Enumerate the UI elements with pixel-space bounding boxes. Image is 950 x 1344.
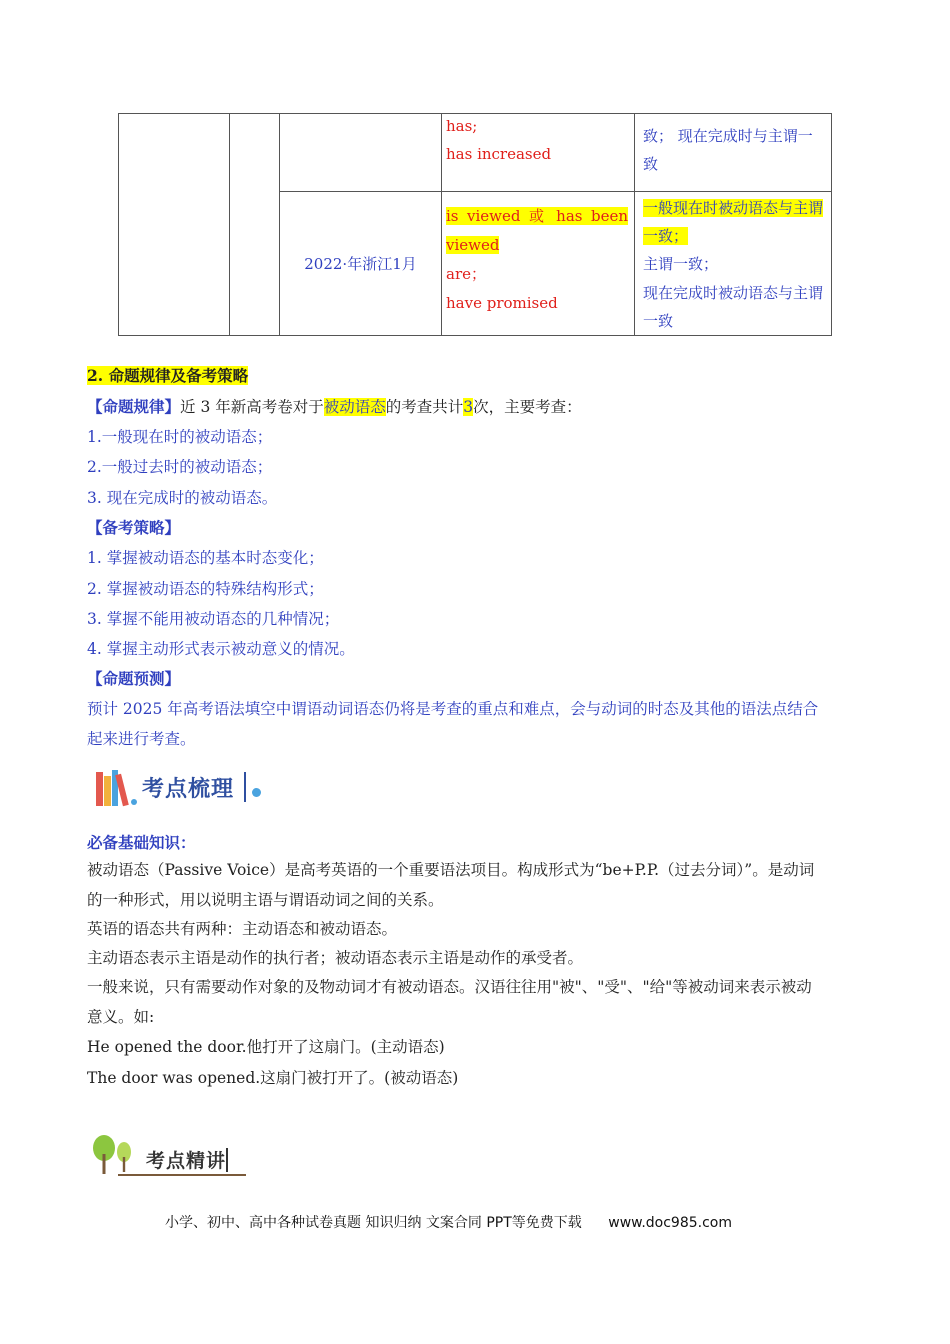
strategy-item: 1. 掌握被动语态的基本时态变化；: [87, 549, 324, 567]
strategy-item: 3. 掌握不能用被动语态的几种情况；: [87, 610, 340, 628]
highlighted-analysis: 一般现在时被动语态与主谓一致；: [643, 199, 824, 245]
books-icon: [94, 768, 138, 810]
table-cell-exam: [280, 192, 442, 336]
footer-text: 小学、初中、高中各种试卷真题 知识归纳 文案合同 PPT等免费下载: [165, 1215, 582, 1231]
dot-icon: [252, 788, 261, 797]
table-cell-answers-1: [442, 114, 635, 192]
basics-line: 英语的语态共有两种：主动语态和被动语态。: [87, 920, 398, 938]
basics-line: The door was opened.这扇门被打开了。(被动语态): [87, 1069, 459, 1087]
strategy-item: 2. 掌握被动语态的特殊结构形式；: [87, 580, 324, 598]
banner-title: 考点精讲: [146, 1150, 227, 1172]
basics-line: 一般来说，只有需要动作对象的及物动词才有被动语态。汉语往往用"被"、"受"、"给"等被动词来表示被动: [87, 978, 812, 996]
rule-paragraph: 【命题规律】近 3 年新高考卷对于被动语态的考查共计3次，主要考查：: [87, 397, 582, 416]
analysis-text: 致； 现在完成时与主谓一致: [643, 127, 813, 173]
predict-label: 【命题预测】: [87, 669, 181, 688]
rule-topic: 被动语态: [323, 398, 386, 416]
highlighted-answer: is viewed 或 has been viewed: [446, 207, 628, 254]
strategy-item: 4. 掌握主动形式表示被动意义的情况。: [87, 640, 355, 658]
exam-table: [118, 113, 832, 336]
table-cell-analysis-1: [635, 114, 832, 192]
rule-count: 3: [463, 398, 474, 416]
table-cell-exam-empty: [280, 114, 442, 192]
banner-underline: [118, 1174, 246, 1176]
banner-title: 考点梳理: [142, 777, 235, 802]
answer-line: are；: [446, 265, 486, 283]
page-footer: [165, 1212, 732, 1232]
table-cell-empty-1: [119, 114, 230, 336]
basics-line: 主动语态表示主语是动作的执行者；被动语态表示主语是动作的承受者。: [87, 949, 584, 967]
rule-item: 1.一般现在时的被动语态；: [87, 428, 273, 446]
banner-cursor: [226, 1148, 228, 1172]
strategy-label: 【备考策略】: [87, 518, 181, 537]
rule-item: 2.一般过去时的被动语态；: [87, 458, 273, 476]
section-banner-lecture: [90, 1132, 250, 1180]
exam-label: 2022·年浙江1月: [304, 255, 417, 273]
rule-label: 【命题规律】: [87, 397, 181, 416]
section-heading: 2. 命题规律及备考策略: [87, 366, 249, 385]
answer-line: has;: [446, 117, 478, 135]
table-cell-empty-2: [230, 114, 280, 336]
basics-line: 被动语态（Passive Voice）是高考英语的一个重要语法项目。构成形式为“be+P.P.（过去分词）”。是动词: [87, 861, 815, 879]
basics-line: He opened the door.他打开了这扇门。(主动语态): [87, 1038, 445, 1056]
basics-line: 的一种形式，用以说明主语与谓语动词之间的关系。: [87, 891, 444, 909]
table-cell-answers-2: [442, 192, 635, 336]
predict-line: 起来进行考查。: [87, 730, 196, 748]
trees-icon: [90, 1132, 138, 1176]
analysis-line: 主谓一致；: [643, 255, 719, 273]
analysis-line: 现在完成时被动语态与主谓一致: [643, 284, 824, 330]
answer-line: has increased: [446, 145, 552, 163]
basics-line: 意义。如:: [87, 1008, 155, 1026]
answer-line: have promised: [446, 294, 558, 312]
table-cell-analysis-2: [635, 192, 832, 336]
basics-heading: 必备基础知识：: [87, 833, 196, 852]
predict-line: 预计 2025 年高考语法填空中谓语动词语态仍将是考查的重点和难点，会与动词的时态及其他的语法点结合: [87, 700, 819, 718]
banner-divider: [244, 772, 246, 802]
footer-site: www.doc985.com: [608, 1215, 732, 1231]
section-banner-review: [94, 766, 274, 810]
rule-item: 3. 现在完成时的被动语态。: [87, 489, 278, 507]
